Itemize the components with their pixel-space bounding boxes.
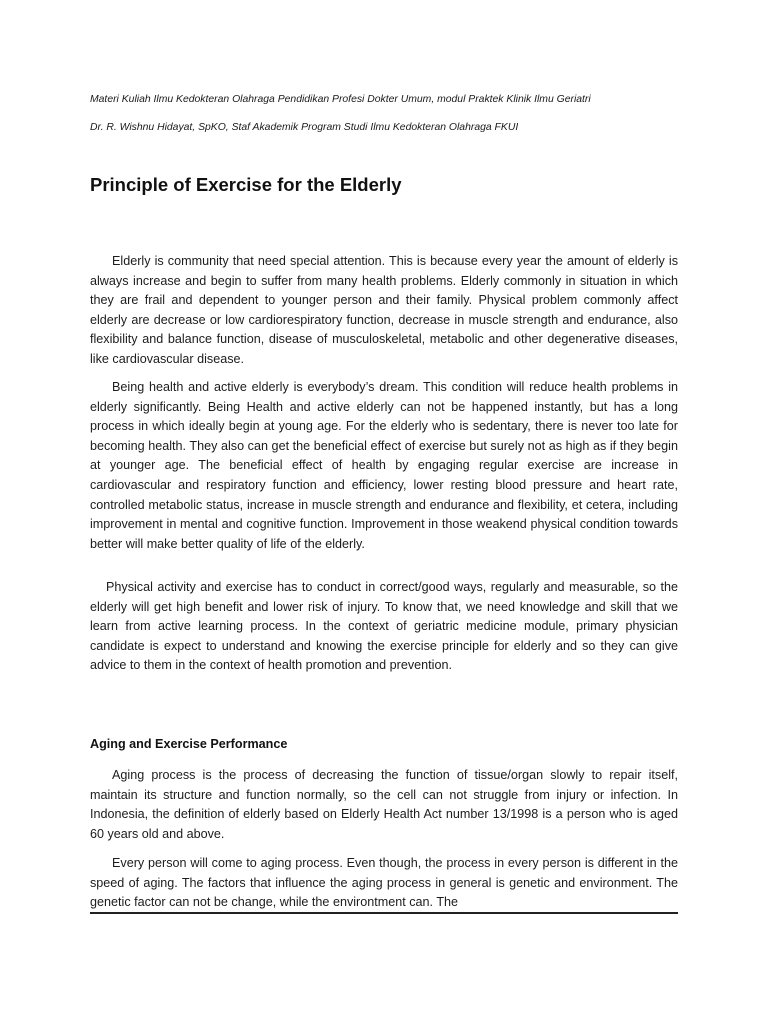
- paragraph: Elderly is community that need special attention. This is because every year the amount of elderly is always increase and begin to suffer from many health problems. Elderly commonly in situation in which they are frail and dependent to younger person and their family. Physical problem commonly affect elderly are decrease or low cardiorespiratory function, decrease in muscle strength and endurance, also flexibility and balance function, disease of musculoskeletal, metabolic and other degenerative diseases, like cardiovascular disease.: [90, 254, 678, 366]
- paragraph: Aging process is the process of decreasing the function of tissue/organ slowly to repair itself, maintain its structure and function normally, so the cell can not struggle from injury or infection. In Indonesia, the definition of elderly based on Elderly Health Act number 13/1998 is a person who is aged 60 years old and above.: [90, 768, 678, 841]
- paragraph: Every person will come to aging process. Even though, the process in every person is different in the speed of aging. The factors that influence the aging process in general is genetic and environment. The genetic factor can not be change, while the environtment can. The: [90, 856, 678, 910]
- author-line: Dr. R. Wishnu Hidayat, SpKO, Staf Akademik Program Studi Ilmu Kedokteran Olahraga FKUI: [90, 122, 519, 133]
- course-info-line: Materi Kuliah Ilmu Kedokteran Olahraga Pendidikan Profesi Dokter Umum, modul Praktek Klinik Ilmu Geriatri: [90, 94, 591, 105]
- section-heading: Aging and Exercise Performance: [90, 737, 288, 751]
- page-bottom-clip: [90, 854, 678, 914]
- document-title: Principle of Exercise for the Elderly: [90, 174, 402, 195]
- paragraph: Being health and active elderly is everybody’s dream. This condition will reduce health problems in elderly significantly. Being Health and active elderly can not be happened instantly, but has a long process in which ideally begin at young age. For the elderly who is sedentary, there is never too late for becoming health. They also can get the beneficial effect of exercise but surely not as high as if they begin at younger age. The beneficial effect of health by engaging regular exercise are increase in cardiovascular and respiratory function and efficiency, lower resting blood pressure and heart rate, controlled metabolic status, increase in muscle strength and endurance and flexibility, et cetera, including improvement in mental and cognitive function. Improvement in those weakend physical condition towards better will make better quality of life of the elderly.: [90, 380, 678, 551]
- paragraph: Physical activity and exercise has to conduct in correct/good ways, regularly and measurable, so the elderly will get high benefit and lower risk of injury. To know that, we need knowledge and skill that we learn from active learning process. In the context of geriatric medicine module, primary physician candidate is expect to understand and knowing the exercise principle for elderly and so they can give advice to them in the context of health promotion and prevention.: [90, 580, 678, 673]
- page-bottom-rule: [90, 912, 678, 914]
